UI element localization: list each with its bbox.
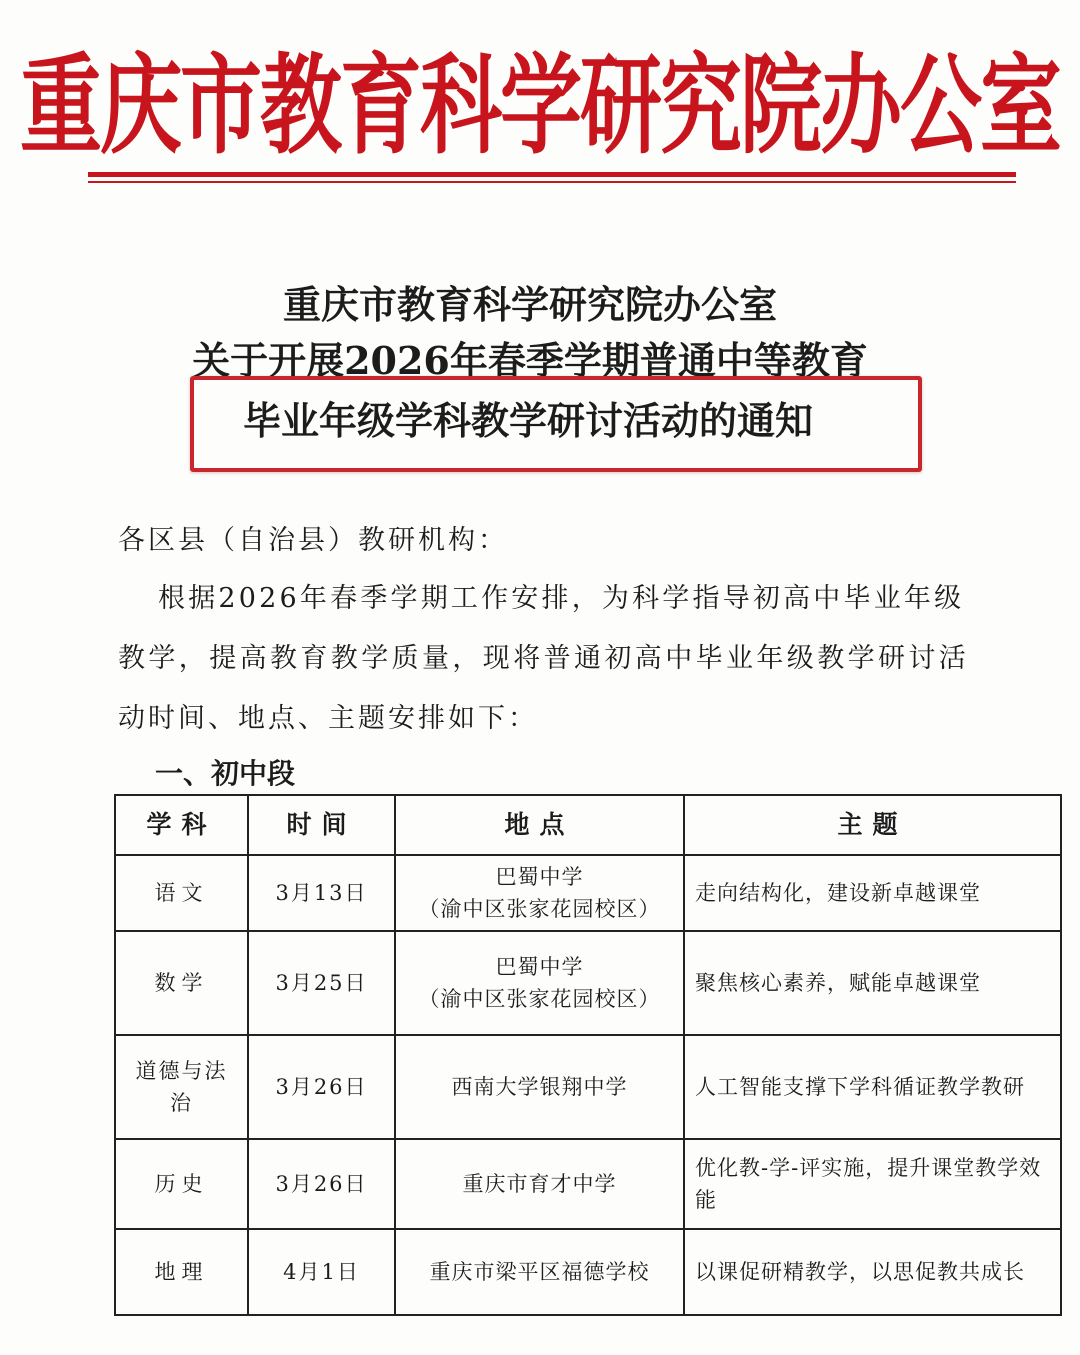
cell-topic: 人工智能支撑下学科循证教学教研	[684, 1035, 1061, 1139]
cell-time: 4月1日	[248, 1229, 395, 1315]
letterhead-rule-thick	[88, 172, 1016, 177]
cell-topic: 聚焦核心素养，赋能卓越课堂	[684, 931, 1061, 1035]
cell-place	[395, 1035, 684, 1139]
place-name: 重庆市育才中学	[462, 1172, 617, 1196]
cell-time: 3月26日	[248, 1035, 395, 1139]
place-name: 西南大学银翔中学	[451, 1075, 628, 1099]
section-heading: 一、初中段	[155, 757, 296, 790]
red-highlight-box	[190, 376, 922, 472]
cell-place	[395, 855, 684, 931]
table-row	[115, 931, 1061, 1035]
paragraph-line-3: 动时间、地点、主题安排如下：	[118, 703, 538, 734]
table-row	[115, 1229, 1061, 1315]
notice-title-line-2: 关于开展2026年春季学期普通中等教育	[192, 338, 868, 383]
place-name: 重庆市梁平区福德学校	[429, 1260, 650, 1284]
letterhead-title: 重庆市教育科学研究院办公室	[19, 43, 1060, 169]
place-name: 巴蜀中学	[495, 865, 584, 889]
table-row	[115, 855, 1061, 931]
place-campus: （渝中区张家花园校区）	[418, 897, 661, 921]
cell-place	[395, 1229, 684, 1315]
table-row	[115, 1035, 1061, 1139]
table-row	[115, 1139, 1061, 1229]
cell-subject: 地理	[115, 1229, 248, 1315]
cell-place	[395, 1139, 684, 1229]
table-header-row	[115, 795, 1061, 855]
schedule-table	[114, 794, 1062, 1316]
paragraph-line-1: 根据2026年春季学期工作安排，为科学指导初高中毕业年级	[158, 583, 965, 614]
column-header-place: 地点	[395, 795, 684, 855]
cell-time: 3月13日	[248, 855, 395, 931]
letterhead	[0, 22, 1080, 172]
notice-title-line-3: 毕业年级学科教学研讨活动的通知	[242, 398, 813, 443]
cell-time: 3月25日	[248, 931, 395, 1035]
salutation: 各区县（自治县）教研机构：	[118, 525, 508, 556]
letterhead-rule-thin	[88, 181, 1016, 183]
cell-topic: 走向结构化，建设新卓越课堂	[684, 855, 1061, 931]
cell-subject: 数学	[115, 931, 248, 1035]
paragraph-line-2: 教学，提高教育教学质量，现将普通初高中毕业年级教学研讨活	[118, 643, 970, 674]
cell-time: 3月26日	[248, 1139, 395, 1229]
cell-topic: 优化教-学-评实施，提升课堂教学效能	[684, 1139, 1061, 1229]
cell-topic: 以课促研精教学，以思促教共成长	[684, 1229, 1061, 1315]
cell-subject: 历史	[115, 1139, 248, 1229]
notice-title-line-1: 重庆市教育科学研究院办公室	[282, 282, 777, 327]
cell-place	[395, 931, 684, 1035]
place-campus: （渝中区张家花园校区）	[418, 987, 661, 1011]
column-header-time: 时间	[248, 795, 395, 855]
column-header-topic: 主题	[684, 795, 1061, 855]
cell-subject: 语文	[115, 855, 248, 931]
cell-subject: 道德与法治	[115, 1035, 248, 1139]
column-header-subject: 学科	[115, 795, 248, 855]
place-name: 巴蜀中学	[495, 955, 584, 979]
